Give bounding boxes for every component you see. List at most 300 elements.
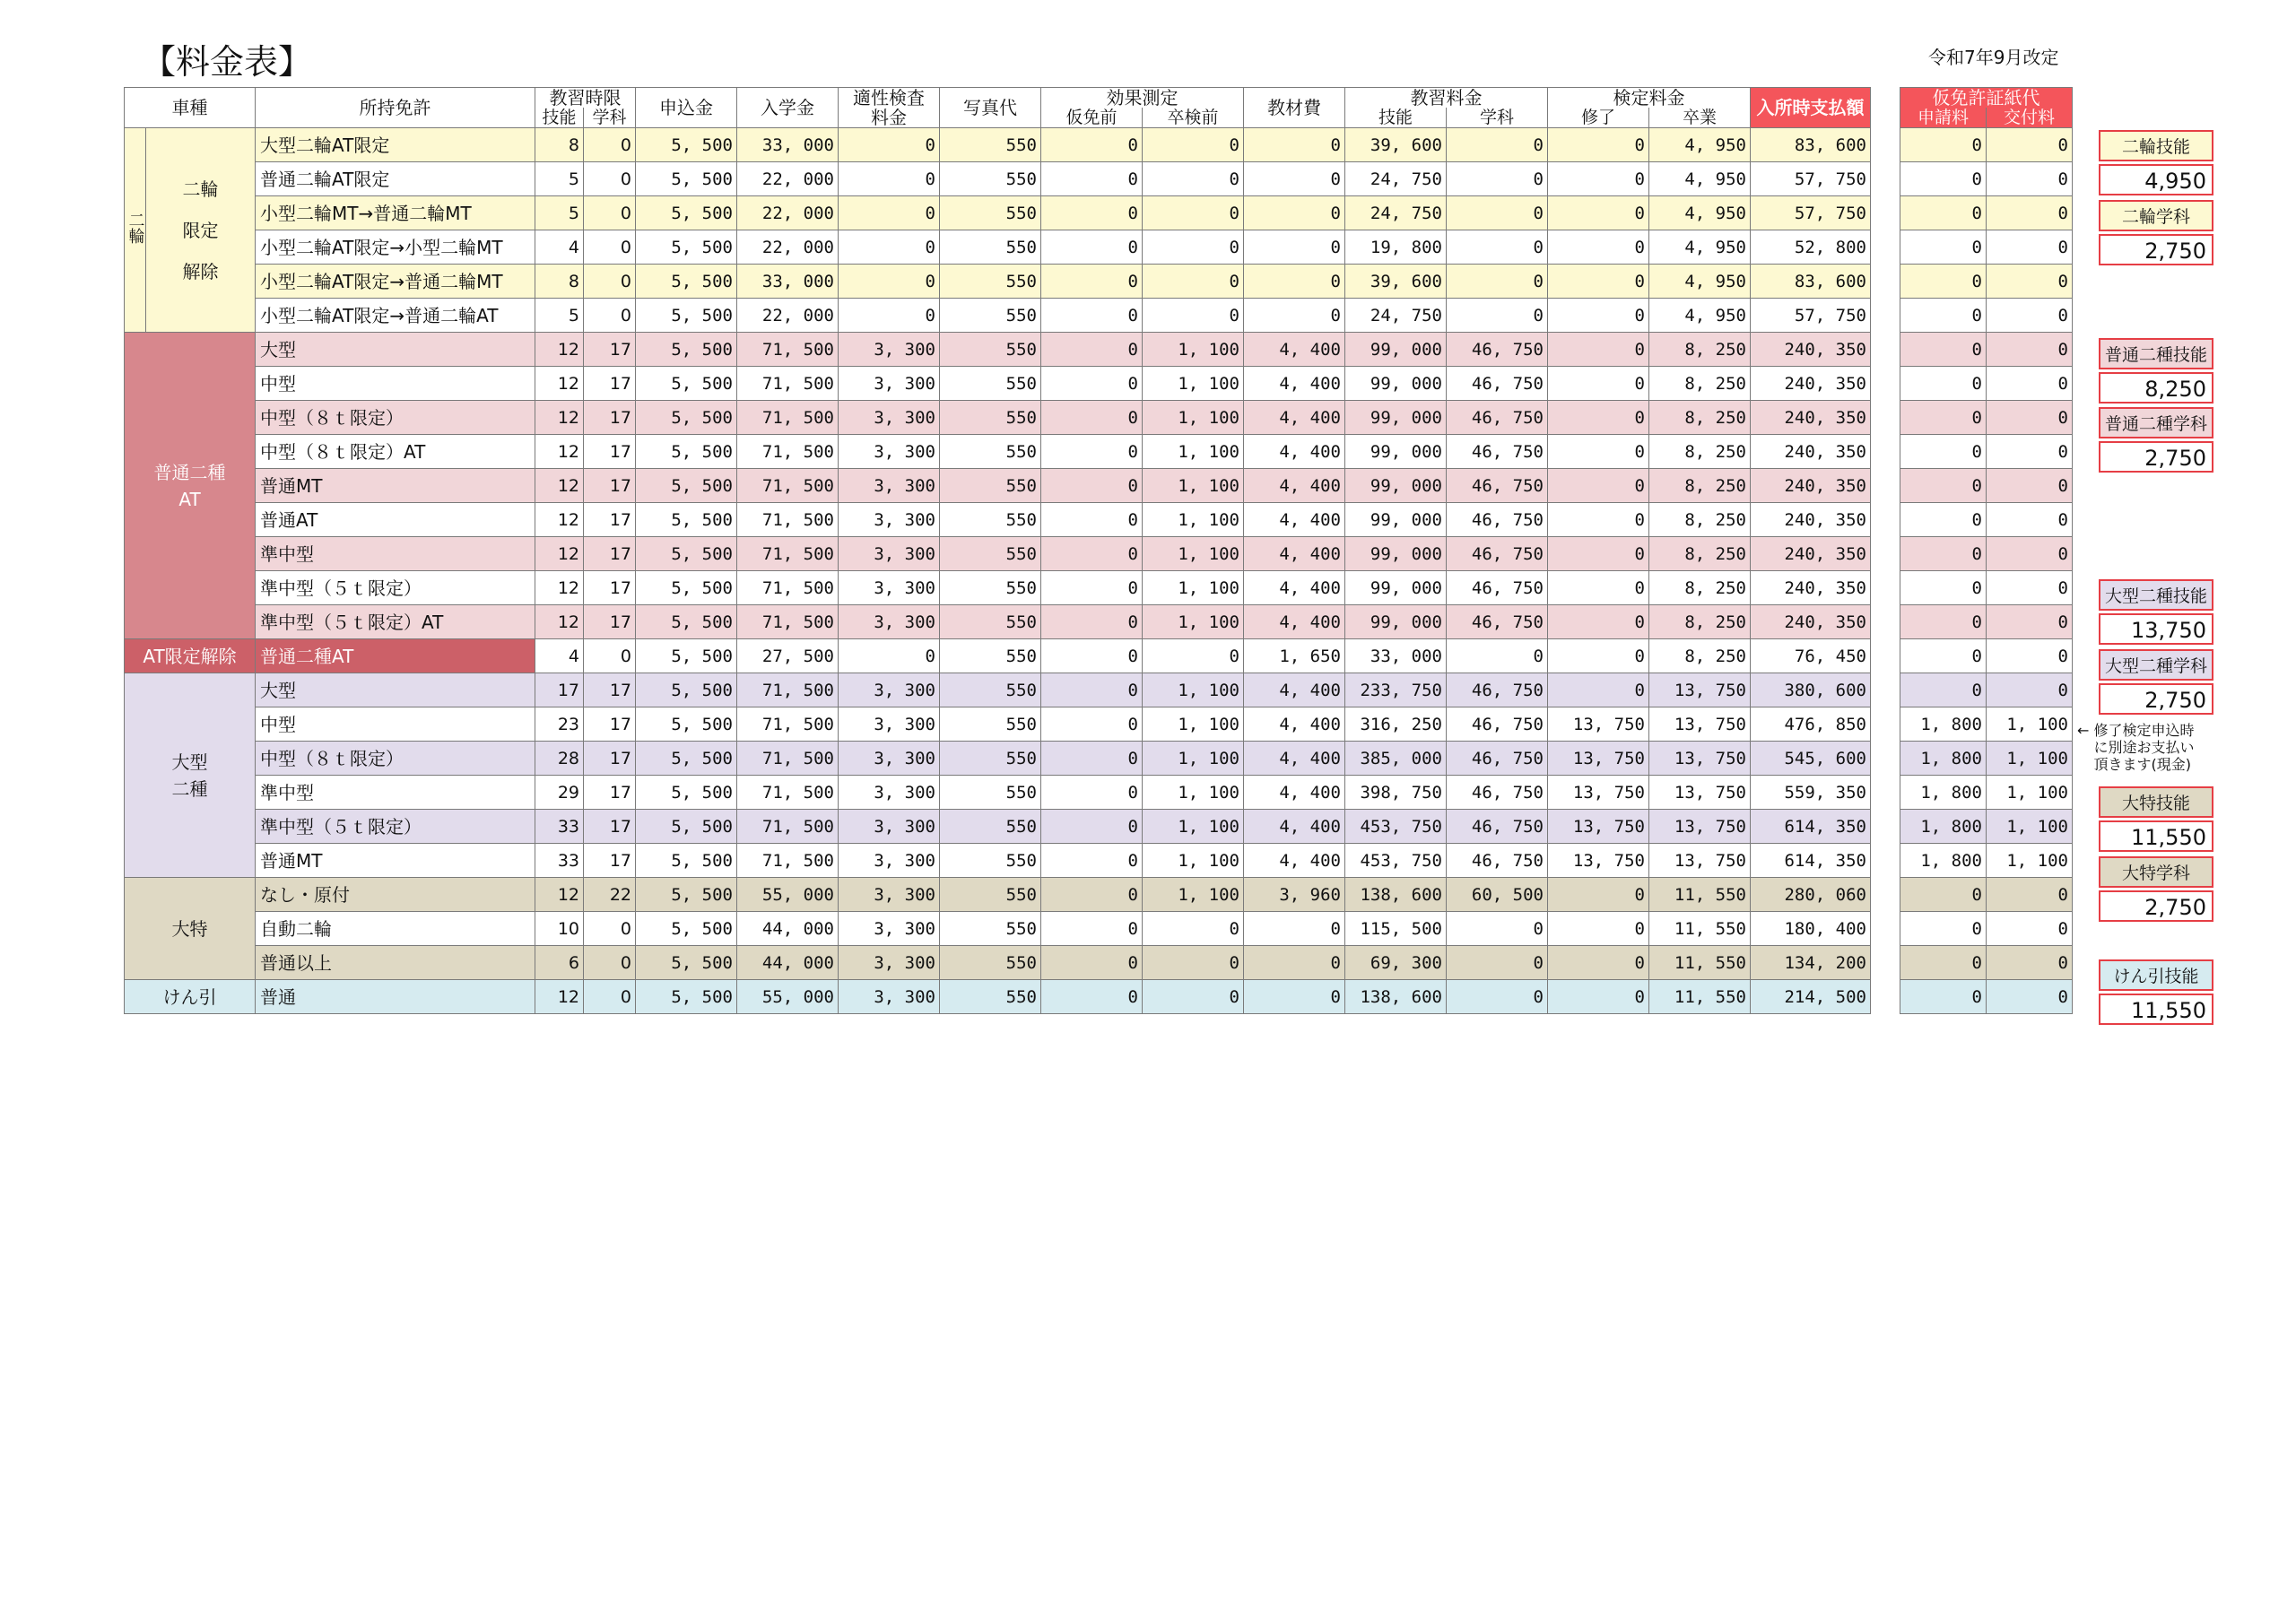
fee-cell: 46, 750 — [1447, 707, 1548, 742]
license-cell: 小型二輪AT限定→普通二輪MT — [256, 265, 535, 299]
hours-skill-cell: 12 — [535, 333, 584, 367]
fee-cell: 8, 250 — [1649, 401, 1751, 435]
permit-issue-cell: 0 — [1987, 980, 2073, 1014]
fee-cell: 5, 500 — [636, 878, 737, 912]
fee-cell: 0 — [1447, 912, 1548, 946]
fee-cell: 71, 500 — [737, 537, 839, 571]
fee-cell: 5, 500 — [636, 707, 737, 742]
permit-app-cell: 0 — [1900, 912, 1987, 946]
fee-cell: 0 — [1041, 707, 1143, 742]
fee-cell: 0 — [1548, 912, 1649, 946]
hours-skill-cell: 12 — [535, 980, 584, 1014]
total-cell: 134, 200 — [1751, 946, 1871, 980]
table-row — [125, 707, 1871, 742]
permit-app-cell: 0 — [1900, 230, 1987, 265]
total-cell: 240, 350 — [1751, 435, 1871, 469]
side-box-value: 13,750 — [2099, 613, 2213, 645]
fee-cell: 0 — [1041, 128, 1143, 162]
vehicle-group-label — [125, 980, 256, 1014]
total-cell: 559, 350 — [1751, 776, 1871, 810]
header-tuition: 教習料金 — [1345, 88, 1548, 108]
permit-app-cell: 0 — [1900, 878, 1987, 912]
fee-cell: 5, 500 — [636, 673, 737, 707]
permit-issue-cell: 1, 100 — [1987, 776, 2073, 810]
fee-cell: 13, 750 — [1548, 844, 1649, 878]
fee-cell: 13, 750 — [1548, 776, 1649, 810]
fee-cell: 550 — [940, 844, 1041, 878]
fee-cell: 4, 400 — [1244, 571, 1345, 605]
table-row — [125, 196, 1871, 230]
hours-skill-cell: 33 — [535, 810, 584, 844]
fee-cell: 3, 300 — [839, 776, 940, 810]
fee-cell: 0 — [1447, 162, 1548, 196]
fee-cell: 46, 750 — [1447, 469, 1548, 503]
fee-cell: 0 — [1548, 639, 1649, 673]
fee-cell: 0 — [1041, 673, 1143, 707]
fee-cell: 550 — [940, 605, 1041, 639]
license-cell: 中型 — [256, 707, 535, 742]
fee-cell: 3, 300 — [839, 980, 940, 1014]
hours-study-cell: 22 — [584, 878, 636, 912]
license-cell: 普通以上 — [256, 946, 535, 980]
fee-cell: 550 — [940, 128, 1041, 162]
fee-cell: 0 — [1548, 980, 1649, 1014]
fee-cell: 0 — [1041, 299, 1143, 333]
fee-cell: 4, 400 — [1244, 537, 1345, 571]
fee-cell: 550 — [940, 299, 1041, 333]
group-label-line: 大特 — [171, 917, 208, 940]
hours-study-cell: 0 — [584, 299, 636, 333]
fee-cell: 0 — [1447, 265, 1548, 299]
fee-cell: 39, 600 — [1345, 128, 1447, 162]
fee-cell: 3, 300 — [839, 503, 940, 537]
fee-cell: 55, 000 — [737, 878, 839, 912]
fee-cell: 11, 550 — [1649, 980, 1751, 1014]
fee-cell: 4, 400 — [1244, 333, 1345, 367]
fee-cell: 550 — [940, 878, 1041, 912]
license-cell: 準中型（５ｔ限定） — [256, 810, 535, 844]
permit-issue-cell: 1, 100 — [1987, 742, 2073, 776]
fee-cell: 3, 300 — [839, 401, 940, 435]
fee-cell: 13, 750 — [1649, 776, 1751, 810]
license-cell: 準中型 — [256, 776, 535, 810]
table-row — [125, 469, 1871, 503]
side-box-value: 2,750 — [2099, 683, 2213, 715]
fee-cell: 138, 600 — [1345, 980, 1447, 1014]
fee-cell: 550 — [940, 333, 1041, 367]
fee-cell: 0 — [1548, 503, 1649, 537]
hours-skill-cell: 12 — [535, 469, 584, 503]
fee-cell: 0 — [1447, 639, 1548, 673]
fee-cell: 0 — [1548, 401, 1649, 435]
fee-cell: 115, 500 — [1345, 912, 1447, 946]
fee-cell: 1, 100 — [1143, 878, 1244, 912]
hours-study-cell: 0 — [584, 265, 636, 299]
fee-cell: 1, 100 — [1143, 503, 1244, 537]
fee-cell: 27, 500 — [737, 639, 839, 673]
license-cell: 大型二輪AT限定 — [256, 128, 535, 162]
fee-cell: 4, 400 — [1244, 503, 1345, 537]
fee-cell: 0 — [839, 299, 940, 333]
fee-cell: 1, 100 — [1143, 469, 1244, 503]
license-cell: 中型 — [256, 367, 535, 401]
side-box-value: 4,950 — [2099, 164, 2213, 195]
fee-cell: 0 — [1143, 639, 1244, 673]
total-cell: 83, 600 — [1751, 128, 1871, 162]
vehicle-group-label — [125, 333, 256, 639]
permit-issue-cell: 0 — [1987, 162, 2073, 196]
fee-cell: 0 — [1548, 299, 1649, 333]
fee-cell: 22, 000 — [737, 230, 839, 265]
fee-cell: 8, 250 — [1649, 503, 1751, 537]
total-cell: 52, 800 — [1751, 230, 1871, 265]
vehicle-group-label — [146, 128, 256, 333]
fee-cell: 71, 500 — [737, 435, 839, 469]
fee-cell: 0 — [1548, 333, 1649, 367]
fee-cell: 3, 300 — [839, 844, 940, 878]
permit-fee-table — [1900, 87, 2073, 1014]
permit-app-cell: 0 — [1900, 639, 1987, 673]
permit-issue-cell: 0 — [1987, 265, 2073, 299]
group-label-line: 二輪 — [182, 178, 219, 200]
hours-skill-cell: 12 — [535, 878, 584, 912]
fee-cell: 13, 750 — [1548, 707, 1649, 742]
permit-issue-cell: 0 — [1987, 469, 2073, 503]
fee-cell: 550 — [940, 707, 1041, 742]
license-cell: 小型二輪MT→普通二輪MT — [256, 196, 535, 230]
fee-cell: 46, 750 — [1447, 844, 1548, 878]
fee-cell: 46, 750 — [1447, 673, 1548, 707]
hours-study-cell: 17 — [584, 707, 636, 742]
hours-skill-cell: 28 — [535, 742, 584, 776]
fee-cell: 71, 500 — [737, 810, 839, 844]
permit-row — [1900, 639, 2073, 673]
table-row — [125, 401, 1871, 435]
fee-cell: 0 — [1447, 299, 1548, 333]
permit-row — [1900, 810, 2073, 844]
total-cell: 240, 350 — [1751, 401, 1871, 435]
fee-cell: 0 — [1548, 946, 1649, 980]
fee-cell: 0 — [1041, 912, 1143, 946]
fee-cell: 13, 750 — [1649, 742, 1751, 776]
fee-cell: 0 — [1548, 878, 1649, 912]
side-box-label: 二輪技能 — [2099, 130, 2213, 161]
fee-cell: 453, 750 — [1345, 810, 1447, 844]
fee-cell: 71, 500 — [737, 776, 839, 810]
fee-cell: 3, 960 — [1244, 878, 1345, 912]
table-row — [125, 844, 1871, 878]
total-cell: 240, 350 — [1751, 469, 1871, 503]
fee-cell: 11, 550 — [1649, 912, 1751, 946]
permit-row — [1900, 265, 2073, 299]
fee-cell: 99, 000 — [1345, 401, 1447, 435]
side-box-label: 普通二種学科 — [2099, 407, 2213, 438]
fee-cell: 0 — [1041, 605, 1143, 639]
total-cell: 57, 750 — [1751, 196, 1871, 230]
table-row — [125, 435, 1871, 469]
fee-cell: 1, 100 — [1143, 537, 1244, 571]
fee-cell: 5, 500 — [636, 776, 737, 810]
hours-study-cell: 17 — [584, 776, 636, 810]
license-cell: 中型（８ｔ限定）AT — [256, 435, 535, 469]
fee-cell: 0 — [1143, 230, 1244, 265]
permit-app-cell: 0 — [1900, 333, 1987, 367]
hours-study-cell: 0 — [584, 980, 636, 1014]
permit-app-cell: 0 — [1900, 367, 1987, 401]
total-cell: 240, 350 — [1751, 333, 1871, 367]
license-cell: 準中型 — [256, 537, 535, 571]
fee-cell: 13, 750 — [1649, 844, 1751, 878]
fee-cell: 8, 250 — [1649, 571, 1751, 605]
total-cell: 57, 750 — [1751, 162, 1871, 196]
permit-issue-cell: 1, 100 — [1987, 810, 2073, 844]
hours-study-cell: 0 — [584, 196, 636, 230]
permit-row — [1900, 333, 2073, 367]
permit-row — [1900, 605, 2073, 639]
fee-cell: 71, 500 — [737, 469, 839, 503]
hours-study-cell: 0 — [584, 230, 636, 265]
fee-cell: 4, 400 — [1244, 435, 1345, 469]
license-cell: 普通二輪AT限定 — [256, 162, 535, 196]
fee-cell: 99, 000 — [1345, 571, 1447, 605]
side-box-value: 11,550 — [2099, 994, 2213, 1025]
table-row — [125, 639, 1871, 673]
fee-cell: 0 — [1041, 162, 1143, 196]
permit-app-cell: 0 — [1900, 946, 1987, 980]
permit-row — [1900, 946, 2073, 980]
fee-cell: 550 — [940, 230, 1041, 265]
header-tuition-study: 学科 — [1447, 108, 1548, 128]
license-cell: 準中型（５ｔ限定）AT — [256, 605, 535, 639]
license-cell: 普通MT — [256, 469, 535, 503]
fee-cell: 0 — [1548, 128, 1649, 162]
fee-cell: 0 — [1244, 128, 1345, 162]
hours-skill-cell: 33 — [535, 844, 584, 878]
fee-cell: 316, 250 — [1345, 707, 1447, 742]
fee-cell: 99, 000 — [1345, 435, 1447, 469]
fee-cell: 0 — [1447, 196, 1548, 230]
fee-cell: 46, 750 — [1447, 605, 1548, 639]
permit-app-cell: 0 — [1900, 435, 1987, 469]
fee-cell: 1, 100 — [1143, 673, 1244, 707]
group-label-line: 限定 — [182, 219, 219, 241]
fee-cell: 5, 500 — [636, 844, 737, 878]
fee-cell: 0 — [1244, 230, 1345, 265]
fee-cell: 46, 750 — [1447, 401, 1548, 435]
permit-row — [1900, 503, 2073, 537]
permit-app-cell: 0 — [1900, 571, 1987, 605]
license-cell: 中型（８ｔ限定） — [256, 742, 535, 776]
hours-skill-cell: 4 — [535, 639, 584, 673]
fee-cell: 0 — [1548, 196, 1649, 230]
hours-skill-cell: 5 — [535, 299, 584, 333]
fee-cell: 550 — [940, 639, 1041, 673]
fee-cell: 0 — [1041, 230, 1143, 265]
hours-study-cell: 0 — [584, 162, 636, 196]
fee-cell: 5, 500 — [636, 299, 737, 333]
hours-study-cell: 0 — [584, 639, 636, 673]
fee-cell: 398, 750 — [1345, 776, 1447, 810]
permit-app-cell: 0 — [1900, 537, 1987, 571]
fee-cell: 0 — [1143, 265, 1244, 299]
fee-cell: 99, 000 — [1345, 367, 1447, 401]
fee-cell: 5, 500 — [636, 469, 737, 503]
fee-cell: 46, 750 — [1447, 537, 1548, 571]
hours-skill-cell: 8 — [535, 128, 584, 162]
fee-cell: 4, 400 — [1244, 844, 1345, 878]
fee-cell: 0 — [1041, 333, 1143, 367]
fee-cell: 46, 750 — [1447, 742, 1548, 776]
permit-app-cell: 0 — [1900, 128, 1987, 162]
fee-cell: 5, 500 — [636, 537, 737, 571]
total-cell: 280, 060 — [1751, 878, 1871, 912]
fee-cell: 99, 000 — [1345, 537, 1447, 571]
table-row — [125, 333, 1871, 367]
fee-cell: 0 — [1548, 367, 1649, 401]
table-row — [125, 503, 1871, 537]
fee-cell: 5, 500 — [636, 639, 737, 673]
side-box-value: 2,750 — [2099, 890, 2213, 922]
fee-cell: 0 — [1143, 196, 1244, 230]
fee-cell: 46, 750 — [1447, 333, 1548, 367]
hours-study-cell: 0 — [584, 946, 636, 980]
fee-cell: 5, 500 — [636, 946, 737, 980]
header-permit: 仮免許証紙代 — [1900, 88, 2073, 108]
permit-row — [1900, 571, 2073, 605]
hours-study-cell: 17 — [584, 673, 636, 707]
fee-cell: 5, 500 — [636, 503, 737, 537]
fee-cell: 0 — [1041, 946, 1143, 980]
permit-row — [1900, 673, 2073, 707]
fee-cell: 0 — [839, 128, 940, 162]
fee-cell: 550 — [940, 571, 1041, 605]
permit-row — [1900, 878, 2073, 912]
fee-cell: 44, 000 — [737, 946, 839, 980]
fee-cell: 3, 300 — [839, 673, 940, 707]
hours-study-cell: 17 — [584, 367, 636, 401]
total-cell: 614, 350 — [1751, 844, 1871, 878]
fee-cell: 46, 750 — [1447, 571, 1548, 605]
fee-cell: 4, 400 — [1244, 673, 1345, 707]
fee-cell: 13, 750 — [1649, 810, 1751, 844]
hours-skill-cell: 23 — [535, 707, 584, 742]
fee-cell: 5, 500 — [636, 810, 737, 844]
header-effect: 効果測定 — [1041, 88, 1244, 108]
fee-cell: 0 — [839, 639, 940, 673]
side-box-value: 11,550 — [2099, 820, 2213, 852]
hours-study-cell: 17 — [584, 435, 636, 469]
license-cell: なし・原付 — [256, 878, 535, 912]
total-cell: 240, 350 — [1751, 537, 1871, 571]
permit-row — [1900, 776, 2073, 810]
fee-cell: 0 — [1244, 946, 1345, 980]
fee-cell: 8, 250 — [1649, 469, 1751, 503]
fee-cell: 0 — [1041, 469, 1143, 503]
total-cell: 214, 500 — [1751, 980, 1871, 1014]
permit-issue-cell: 0 — [1987, 503, 2073, 537]
fee-cell: 39, 600 — [1345, 265, 1447, 299]
fee-cell: 550 — [940, 742, 1041, 776]
fee-cell: 60, 500 — [1447, 878, 1548, 912]
fee-cell: 4, 950 — [1649, 128, 1751, 162]
hours-study-cell: 17 — [584, 844, 636, 878]
fee-cell: 69, 300 — [1345, 946, 1447, 980]
permit-row — [1900, 367, 2073, 401]
fee-cell: 0 — [1244, 196, 1345, 230]
license-cell: 小型二輪AT限定→小型二輪MT — [256, 230, 535, 265]
permit-issue-cell: 0 — [1987, 571, 2073, 605]
fee-cell: 46, 750 — [1447, 367, 1548, 401]
header-photo: 写真代 — [940, 88, 1041, 128]
side-box-label: 普通二種技能 — [2099, 338, 2213, 369]
fee-cell: 0 — [1244, 912, 1345, 946]
license-cell: 中型（８ｔ限定） — [256, 401, 535, 435]
fee-cell: 0 — [1041, 639, 1143, 673]
permit-issue-cell: 0 — [1987, 230, 2073, 265]
header-exam-grad: 卒業 — [1649, 108, 1751, 128]
fee-cell: 4, 400 — [1244, 742, 1345, 776]
fee-cell: 0 — [1244, 299, 1345, 333]
fee-cell: 3, 300 — [839, 946, 940, 980]
fee-cell: 0 — [1548, 469, 1649, 503]
table-row — [125, 878, 1871, 912]
document-title: 【料金表】 — [142, 42, 313, 82]
permit-app-cell: 1, 800 — [1900, 742, 1987, 776]
fee-cell: 0 — [1041, 776, 1143, 810]
hours-skill-cell: 29 — [535, 776, 584, 810]
fee-cell: 0 — [1548, 673, 1649, 707]
fee-cell: 46, 750 — [1447, 810, 1548, 844]
fee-cell: 13, 750 — [1649, 673, 1751, 707]
permit-row — [1900, 435, 2073, 469]
total-cell: 545, 600 — [1751, 742, 1871, 776]
arrow-left-icon: ← — [2077, 722, 2090, 739]
fee-cell: 5, 500 — [636, 128, 737, 162]
fee-cell: 8, 250 — [1649, 333, 1751, 367]
fee-cell: 550 — [940, 401, 1041, 435]
header-effect-pre: 仮免前 — [1041, 108, 1143, 128]
fee-cell: 0 — [1041, 571, 1143, 605]
fee-cell: 5, 500 — [636, 605, 737, 639]
permit-row — [1900, 707, 2073, 742]
fee-cell: 3, 300 — [839, 605, 940, 639]
license-cell: 大型 — [256, 673, 535, 707]
hours-skill-cell: 12 — [535, 503, 584, 537]
permit-app-cell: 1, 800 — [1900, 810, 1987, 844]
vehicle-group-label — [125, 639, 256, 673]
permit-app-cell: 0 — [1900, 503, 1987, 537]
hours-study-cell: 17 — [584, 469, 636, 503]
fee-cell: 3, 300 — [839, 878, 940, 912]
license-cell: 準中型（５ｔ限定） — [256, 571, 535, 605]
fee-cell: 0 — [1244, 980, 1345, 1014]
fee-cell: 13, 750 — [1548, 810, 1649, 844]
fee-cell: 550 — [940, 435, 1041, 469]
vehicle-group-label — [125, 673, 256, 878]
group-label-line: 解除 — [182, 260, 219, 282]
hours-study-cell: 17 — [584, 503, 636, 537]
permit-row — [1900, 469, 2073, 503]
fee-cell: 0 — [1548, 605, 1649, 639]
fee-cell: 0 — [1143, 980, 1244, 1014]
group-side-label: 二輪 — [125, 128, 146, 333]
fee-cell: 0 — [1143, 162, 1244, 196]
fee-cell: 0 — [1548, 162, 1649, 196]
header-vehicle: 車種 — [125, 88, 256, 128]
fee-cell: 550 — [940, 912, 1041, 946]
fee-cell: 0 — [839, 265, 940, 299]
permit-app-cell: 0 — [1900, 162, 1987, 196]
